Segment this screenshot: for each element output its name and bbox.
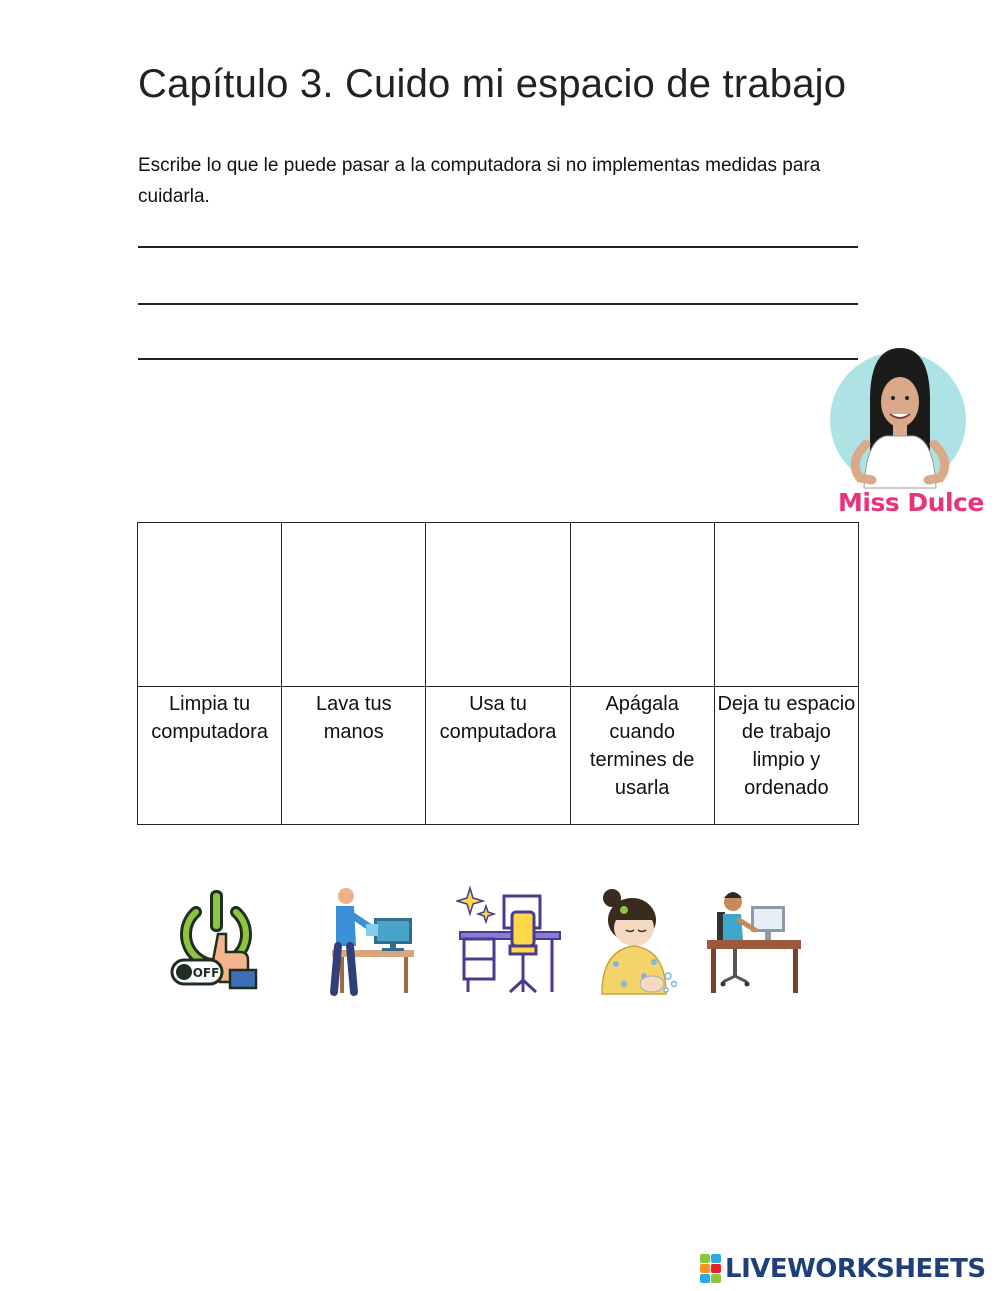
tidy-desk-illustration[interactable] bbox=[456, 884, 564, 996]
person-cleaning-computer-illustration[interactable] bbox=[310, 886, 420, 998]
image-drop-slot[interactable] bbox=[714, 523, 858, 687]
liveworksheets-logo-icon bbox=[700, 1254, 722, 1284]
image-drop-slot[interactable] bbox=[570, 523, 714, 687]
power-off-icon[interactable] bbox=[168, 886, 263, 991]
image-drop-slot[interactable] bbox=[282, 523, 426, 687]
child-using-computer-illustration[interactable] bbox=[705, 884, 803, 998]
answer-line[interactable] bbox=[138, 303, 858, 305]
step-label: Lava tus manos bbox=[282, 687, 426, 825]
ordering-table bbox=[137, 522, 859, 825]
step-label: Apágala cuando termines de usarla bbox=[570, 687, 714, 825]
page-title: Capítulo 3. Cuido mi espacio de trabajo bbox=[138, 62, 847, 106]
draggable-images-row bbox=[0, 880, 1000, 1010]
liveworksheets-brand: LIVEWORKSHEETS bbox=[725, 1254, 986, 1284]
liveworksheets-footer bbox=[700, 1252, 986, 1286]
child-washing-hands-illustration[interactable] bbox=[594, 884, 684, 1002]
image-drop-slot[interactable] bbox=[138, 523, 282, 687]
author-logo: Miss Dulce bbox=[838, 488, 984, 517]
question-1-text: Escribe lo que le puede pasar a la computadora si no implementas medidas para cuidarla. bbox=[138, 155, 821, 207]
image-drop-slot[interactable] bbox=[426, 523, 570, 687]
step-label: Usa tu computadora bbox=[426, 687, 570, 825]
answer-line[interactable] bbox=[138, 358, 858, 360]
step-label: Deja tu espacio de trabajo limpio y ordenado bbox=[714, 687, 858, 825]
off-badge-text: OFF bbox=[192, 966, 220, 980]
step-label: Limpia tu computadora bbox=[138, 687, 282, 825]
answer-line[interactable] bbox=[138, 246, 858, 248]
